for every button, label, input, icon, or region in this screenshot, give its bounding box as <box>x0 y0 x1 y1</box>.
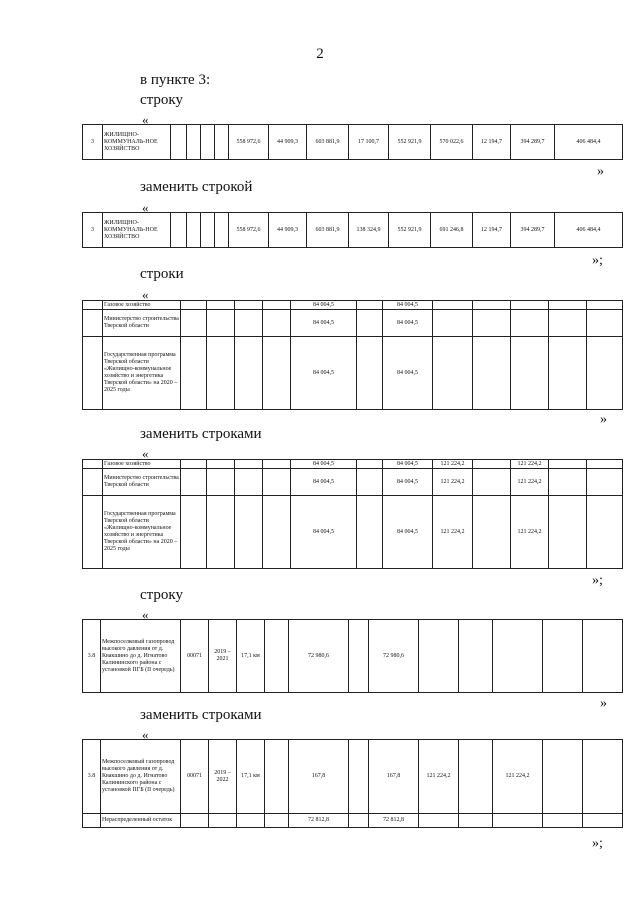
cell-value: 603 881,9 <box>307 213 349 248</box>
cell-name: Государственная программа Тверской области «Жилищно-коммунальное хозяйство и энергетика Тверской области» на 2020 – 2025 годы <box>103 337 181 410</box>
cell-value: 394 289,7 <box>511 125 555 160</box>
cell-name: Газовое хозяйство <box>103 460 181 469</box>
cell-value: 121 224,2 <box>419 740 459 814</box>
cell-value: 84 004,5 <box>383 460 433 469</box>
cell-name: Газовое хозяйство <box>103 301 181 310</box>
cell-name: Межпоселковый газопровод высокого давления от д. Квакшино до д. Игнатово Калининского района с установкой ПГБ (II очередь) <box>101 740 181 814</box>
cell-value: 394 289,7 <box>511 213 555 248</box>
cell-value: 558 972,6 <box>229 125 269 160</box>
cell-value: 138 324,9 <box>349 213 389 248</box>
cell-value: 12 194,7 <box>473 213 511 248</box>
cell-value: 84 004,5 <box>291 301 357 310</box>
cell-value: 72 980,6 <box>369 620 419 693</box>
cell-index: 3 <box>83 213 103 248</box>
cell-name: Межпоселковый газопровод высокого давления от д. Квакшино до д. Игнатово Калининского района с установкой ПГБ (II очередь) <box>101 620 181 693</box>
close-quote: » <box>597 164 604 179</box>
label-row: строку <box>140 92 183 108</box>
label-replace-row: заменить строкой <box>140 179 253 195</box>
label-replace-rows: заменить строками <box>140 426 262 442</box>
open-quote: « <box>142 200 149 215</box>
cell-name: Государственная программа Тверской области «Жилищно-коммунальное хозяйство и энергетика Тверской области» на 2020 – 2025 годы <box>103 496 181 569</box>
cell-name: ЖИЛИЩНО-КОММУНАЛЬ-НОЕ ХОЗЯЙСТВО <box>103 125 171 160</box>
open-quote: « <box>142 727 149 742</box>
table-row-before <box>82 124 623 160</box>
cell-value: 603 881,9 <box>307 125 349 160</box>
cell-value: 570 022,6 <box>431 125 473 160</box>
cell-name: ЖИЛИЩНО-КОММУНАЛЬ-НОЕ ХОЗЯЙСТВО <box>103 213 171 248</box>
cell-value: 121 224,2 <box>493 740 543 814</box>
cell-value: 84 004,5 <box>291 496 357 569</box>
cell-value: 84 004,5 <box>383 469 433 496</box>
cell-value: 84 004,5 <box>383 301 433 310</box>
cell-value: 44 909,3 <box>269 213 307 248</box>
close-quote: » <box>600 412 607 427</box>
cell-value: 406 484,4 <box>555 213 623 248</box>
cell-value: 84 004,5 <box>291 469 357 496</box>
cell-value: 72 812,8 <box>289 814 349 828</box>
cell-period: 2019 – 2022 <box>209 740 237 814</box>
cell-value: 167,8 <box>289 740 349 814</box>
page-number: 2 <box>316 46 324 62</box>
table-rows-after <box>82 459 623 569</box>
cell-value: 84 004,5 <box>291 460 357 469</box>
label-rows: строки <box>140 266 184 282</box>
cell-value: 121 224,2 <box>511 496 549 569</box>
cell-value: 691 246,8 <box>431 213 473 248</box>
cell-value: 552 921,9 <box>389 125 431 160</box>
cell-value: 167,8 <box>369 740 419 814</box>
open-quote: « <box>142 112 149 127</box>
cell-name: Нераспределенный остаток <box>101 814 181 828</box>
cell-period: 2019 – 2021 <box>209 620 237 693</box>
cell-code: 00071 <box>181 740 209 814</box>
label-replace-rows-2: заменить строками <box>140 707 262 723</box>
cell-index: 3.8 <box>83 740 101 814</box>
table-rows-before <box>82 300 623 410</box>
open-quote: « <box>142 607 149 622</box>
cell-length: 17,1 км <box>237 620 265 693</box>
table-rows-after-2 <box>82 739 623 828</box>
close-quote: »; <box>592 253 603 268</box>
table-row-before-2 <box>82 619 623 693</box>
cell-value: 552 921,9 <box>389 213 431 248</box>
cell-value: 84 004,5 <box>383 496 433 569</box>
cell-code: 00071 <box>181 620 209 693</box>
cell-name: Министерство строительства Тверской области <box>103 310 181 337</box>
cell-value: 121 224,2 <box>433 496 473 569</box>
table-row-after <box>82 212 623 248</box>
cell-value: 17 100,7 <box>349 125 389 160</box>
cell-value: 558 972,6 <box>229 213 269 248</box>
cell-value: 12 194,7 <box>473 125 511 160</box>
open-quote: « <box>142 287 149 302</box>
cell-value: 72 812,8 <box>369 814 419 828</box>
cell-value: 121 224,2 <box>511 460 549 469</box>
section-heading: в пункте 3: <box>140 72 211 88</box>
cell-index: 3 <box>83 125 103 160</box>
cell-length: 17,1 км <box>237 740 265 814</box>
cell-index: 3.8 <box>83 620 101 693</box>
cell-value: 121 224,2 <box>433 469 473 496</box>
cell-value: 84 004,5 <box>291 310 357 337</box>
close-quote: »; <box>592 573 603 588</box>
close-quote: »; <box>592 836 603 851</box>
cell-value: 121 224,2 <box>511 469 549 496</box>
cell-value: 121 224,2 <box>433 460 473 469</box>
close-quote: » <box>600 696 607 711</box>
cell-value: 406 484,4 <box>555 125 623 160</box>
cell-value: 84 004,5 <box>291 337 357 410</box>
cell-value: 44 909,3 <box>269 125 307 160</box>
label-row-2: строку <box>140 587 183 603</box>
cell-name: Министерство строительства Тверской области <box>103 469 181 496</box>
open-quote: « <box>142 446 149 461</box>
cell-value: 72 980,6 <box>289 620 349 693</box>
cell-value: 84 004,5 <box>383 337 433 410</box>
cell-value: 84 004,5 <box>383 310 433 337</box>
